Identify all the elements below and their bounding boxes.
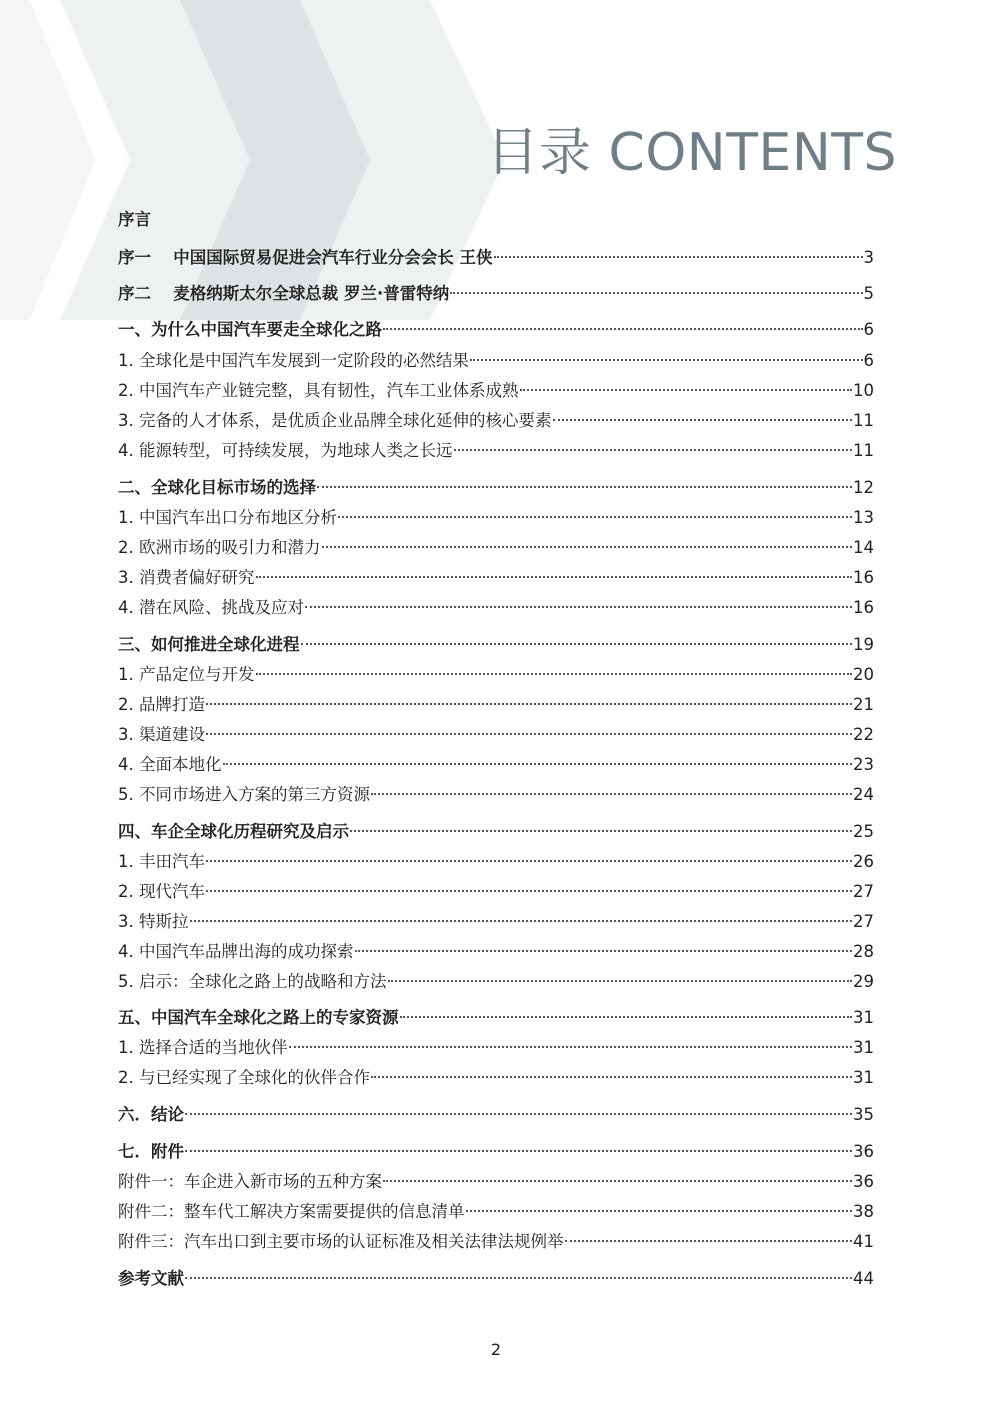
toc-entry-label: 5. 启示：全球化之路上的战略和方法 — [118, 972, 387, 991]
toc-entry-page: 10 — [853, 381, 874, 400]
toc-dot-leader — [383, 1179, 852, 1182]
toc-dot-leader — [371, 1075, 852, 1078]
chevron-decoration — [0, 0, 520, 330]
toc-entry-page: 26 — [853, 852, 874, 871]
toc-entry-label: 一、为什么中国汽车要走全球化之路 — [118, 320, 382, 339]
toc-dot-leader — [565, 1239, 853, 1242]
toc-dot-leader — [400, 1015, 853, 1018]
toc-entry[interactable] — [118, 1170, 874, 1194]
toc-dot-leader — [553, 418, 853, 421]
toc-entry-label: 序二 麦格纳斯太尔全球总裁 罗兰·普雷特纳 — [118, 284, 450, 303]
toc-entry-label: 4. 中国汽车品牌出海的成功探索 — [118, 942, 354, 961]
toc-dot-leader — [470, 358, 863, 361]
toc-entry-label: 序一 中国国际贸易促进会汽车行业分会会长 王侠 — [118, 248, 493, 267]
toc-entry[interactable] — [118, 880, 874, 904]
toc-entry-label: 3. 消费者偏好研究 — [118, 568, 255, 587]
toc-entry-page: 13 — [853, 508, 874, 527]
toc-entry-page: 38 — [853, 1202, 874, 1221]
toc-dot-leader — [450, 291, 862, 294]
toc-entry-page: 28 — [853, 942, 874, 961]
toc-entry-label: 3. 渠道建设 — [118, 725, 205, 744]
toc-entry-page: 20 — [853, 665, 874, 684]
toc-entry-page: 19 — [853, 635, 874, 654]
toc-entry-page: 27 — [853, 882, 874, 901]
toc-entry[interactable] — [118, 282, 874, 306]
toc-dot-leader — [185, 1149, 852, 1152]
toc-entry[interactable] — [118, 693, 874, 717]
toc-entry[interactable] — [118, 663, 874, 687]
toc-entry-label: 附件一：车企进入新市场的五种方案 — [118, 1172, 382, 1191]
toc-entry[interactable] — [118, 820, 874, 844]
toc-entry[interactable] — [118, 753, 874, 777]
toc-dot-leader — [185, 1276, 852, 1279]
toc-dot-leader — [454, 448, 853, 451]
toc-entry-label: 3. 特斯拉 — [118, 912, 189, 931]
toc-entry-page: 6 — [863, 320, 874, 339]
toc-entry-label: 5. 不同市场进入方案的第三方资源 — [118, 785, 370, 804]
toc-entry-label: 1. 丰田汽车 — [118, 852, 205, 871]
toc-dot-leader — [185, 1112, 852, 1115]
toc-entry-page: 3 — [863, 248, 874, 267]
toc-entry[interactable] — [118, 1066, 874, 1090]
toc-dot-leader — [338, 515, 852, 518]
toc-entry-label: 五、中国汽车全球化之路上的专家资源 — [118, 1008, 399, 1027]
toc-dot-leader — [206, 859, 852, 862]
toc-dot-leader — [289, 1045, 853, 1048]
toc-entry-page: 11 — [853, 411, 874, 430]
toc-entry-label: 2. 品牌打造 — [118, 695, 205, 714]
chevron-shape-1 — [0, 0, 95, 320]
toc-entry[interactable] — [118, 1006, 874, 1030]
toc-entry-label: 二、全球化目标市场的选择 — [118, 478, 316, 497]
toc-dot-leader — [256, 672, 853, 675]
toc-dot-leader — [322, 545, 853, 548]
toc-entry-page: 14 — [853, 538, 874, 557]
toc-entry-page: 24 — [853, 785, 874, 804]
toc-entry-label: 4. 能源转型，可持续发展，为地球人类之长远 — [118, 441, 453, 460]
page-number: 2 — [490, 1340, 502, 1359]
toc-entry-label: 4. 潜在风险、挑战及应对 — [118, 598, 304, 617]
toc-dot-leader — [355, 949, 853, 952]
toc-entry-label: 2. 现代汽车 — [118, 882, 205, 901]
toc-entry-page: 5 — [863, 284, 874, 303]
toc-entry-label: 3. 完备的人才体系，是优质企业品牌全球化延伸的核心要素 — [118, 411, 552, 430]
toc-entry-page: 23 — [853, 755, 874, 774]
toc-entry[interactable] — [118, 349, 874, 373]
toc-entry-label: 四、车企全球化历程研究及启示 — [118, 822, 349, 841]
toc-entry-page: 27 — [853, 912, 874, 931]
toc-entry-label: 4. 全面本地化 — [118, 755, 222, 774]
toc-entry[interactable] — [118, 633, 874, 657]
toc-entry[interactable] — [118, 1036, 874, 1060]
toc-entry[interactable] — [118, 1103, 874, 1127]
toc-dot-leader — [206, 889, 852, 892]
toc-entry[interactable] — [118, 476, 874, 500]
toc-entry[interactable] — [118, 409, 874, 433]
toc-dot-leader — [256, 575, 853, 578]
toc-entry-page: 11 — [853, 441, 874, 460]
toc-entry[interactable] — [118, 783, 874, 807]
toc-entry-page: 22 — [853, 725, 874, 744]
toc-entry-label: 七．附件 — [118, 1142, 184, 1161]
page-title: 目录 CONTENTS — [486, 123, 897, 183]
toc-entry[interactable] — [118, 318, 874, 342]
toc-entry-label: 1. 全球化是中国汽车发展到一定阶段的必然结果 — [118, 351, 469, 370]
toc-entry-label: 参考文献 — [118, 1269, 184, 1288]
toc-entry-page: 35 — [853, 1105, 874, 1124]
toc-entry[interactable] — [118, 940, 874, 964]
toc-entry[interactable] — [118, 379, 874, 403]
toc-entry[interactable] — [118, 723, 874, 747]
toc-entry-page: 36 — [853, 1172, 874, 1191]
toc-entry[interactable] — [118, 1230, 874, 1254]
toc-entry-label: 附件三：汽车出口到主要市场的认证标准及相关法律法规例举 — [118, 1232, 564, 1251]
toc-entry[interactable] — [118, 566, 874, 590]
toc-entry[interactable] — [118, 596, 874, 620]
toc-entry[interactable] — [118, 1200, 874, 1224]
toc-dot-leader — [317, 485, 852, 488]
toc-dot-leader — [206, 702, 852, 705]
toc-entry[interactable] — [118, 850, 874, 874]
toc-entry-label: 2. 欧洲市场的吸引力和潜力 — [118, 538, 321, 557]
toc-entry-page: 36 — [853, 1142, 874, 1161]
toc-entry[interactable] — [118, 506, 874, 530]
toc-entry-page: 16 — [853, 568, 874, 587]
toc-entry-label: 2. 与已经实现了全球化的伙伴合作 — [118, 1068, 370, 1087]
toc-dot-leader — [520, 388, 853, 391]
toc-entry-label: 附件二：整车代工解决方案需要提供的信息清单 — [118, 1202, 465, 1221]
preface-heading-label: 序言 — [118, 210, 151, 229]
toc-dot-leader — [190, 919, 853, 922]
toc-dot-leader — [371, 792, 852, 795]
toc-dot-leader — [350, 829, 852, 832]
toc-entry-label: 1. 产品定位与开发 — [118, 665, 255, 684]
toc-entry-page: 21 — [853, 695, 874, 714]
toc-entry-page: 29 — [853, 972, 874, 991]
toc-dot-leader — [223, 762, 853, 765]
toc-entry-label: 1. 中国汽车出口分布地区分析 — [118, 508, 337, 527]
toc-entry[interactable] — [118, 536, 874, 560]
toc-entry-label: 2. 中国汽车产业链完整，具有韧性，汽车工业体系成熟 — [118, 381, 519, 400]
toc-entry-page: 25 — [853, 822, 874, 841]
toc-entry-page: 31 — [853, 1038, 874, 1057]
preface-heading — [118, 208, 874, 232]
toc-entry-label: 1. 选择合适的当地伙伴 — [118, 1038, 288, 1057]
toc-entry-page: 44 — [853, 1269, 874, 1288]
toc-entry[interactable] — [118, 1140, 874, 1164]
toc-entry-page: 6 — [863, 351, 874, 370]
toc-entry[interactable] — [118, 970, 874, 994]
toc-dot-leader — [305, 605, 852, 608]
toc-entry[interactable] — [118, 1267, 874, 1291]
toc-entry-page: 31 — [853, 1068, 874, 1087]
toc-dot-leader — [383, 327, 863, 330]
toc-entry[interactable] — [118, 910, 874, 934]
toc-entry[interactable] — [118, 439, 874, 463]
toc-dot-leader — [206, 732, 852, 735]
toc-dot-leader — [301, 642, 853, 645]
toc-dot-leader — [494, 255, 863, 258]
toc-entry-page: 12 — [853, 478, 874, 497]
toc-dot-leader — [388, 979, 853, 982]
toc-dot-leader — [466, 1209, 853, 1212]
toc-entry-label: 三、如何推进全球化进程 — [118, 635, 300, 654]
toc-entry-label: 六．结论 — [118, 1105, 184, 1124]
toc-entry[interactable] — [118, 246, 874, 270]
toc-entry-page: 41 — [853, 1232, 874, 1251]
toc-entry-page: 16 — [853, 598, 874, 617]
toc-entry-page: 31 — [853, 1008, 874, 1027]
